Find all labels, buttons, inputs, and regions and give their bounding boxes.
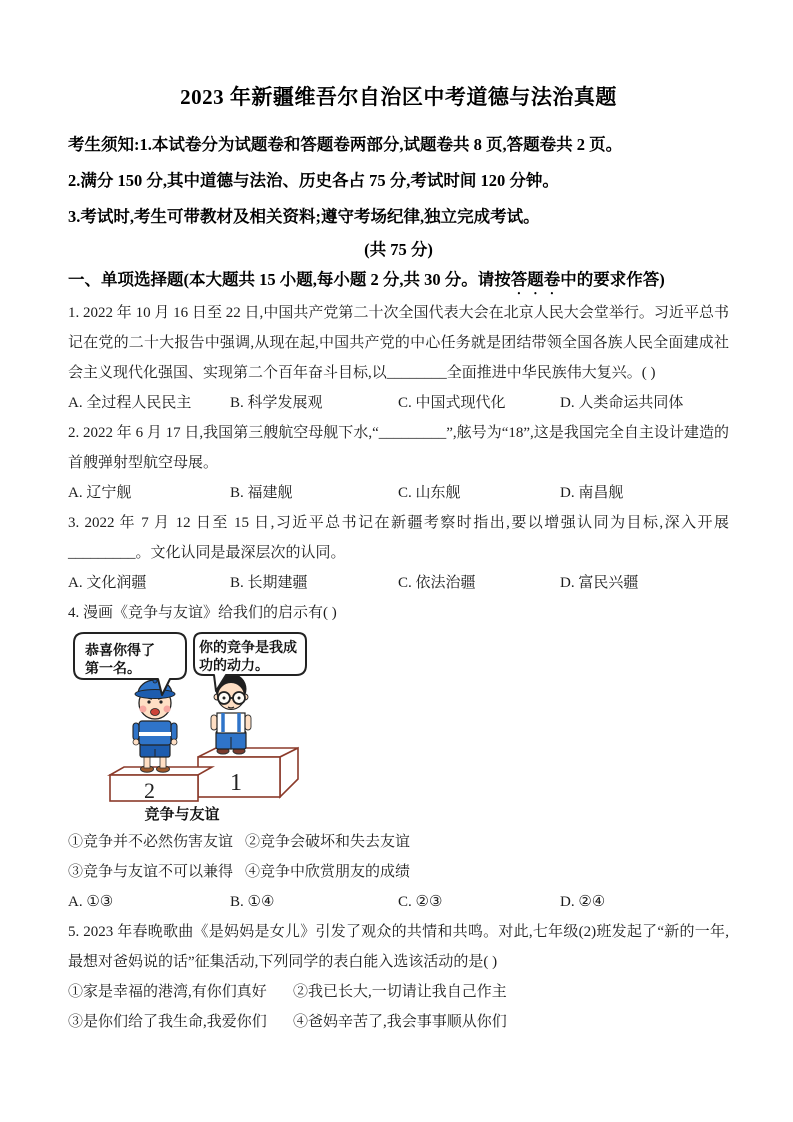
option-c: C. 中国式现代化 <box>398 395 506 411</box>
option-b: B. 长期建疆 <box>230 575 308 591</box>
competition-friendship-comic-illustration <box>72 631 310 825</box>
option-a: A. 全过程人民民主 <box>68 395 192 411</box>
statement-3: ③竞争与友谊不可以兼得 <box>68 864 234 880</box>
statement-2: ②我已长大,一切请让我自己作主 <box>293 984 507 1000</box>
option-d: D. 人类命运共同体 <box>560 395 684 411</box>
section-heading-before: 一、单项选择题(本大题共 15 小题,每小题 2 分,共 30 分。请按 <box>68 270 511 289</box>
question-1-options <box>68 388 729 418</box>
bubble-left-line-2: 第一名。 <box>85 660 141 676</box>
notice-line-3: 3.考试时,考生可带教材及相关资料;遵守考场纪律,独立完成考试。 <box>68 207 540 226</box>
question-4-options <box>68 887 729 917</box>
statement-2: ②竞争会破坏和失去友谊 <box>245 834 411 850</box>
statement-4: ④竞争中欣赏朋友的成绩 <box>245 864 411 880</box>
bubble-right-line-2: 功的动力。 <box>199 657 269 673</box>
question-2-stem: 2. 2022 年 6 月 17 日,我国第三艘航空母舰下水,“_________”,舷号为“18”,这是我国完全自主设计建造的首艘弹射型航空母展。 <box>68 425 729 471</box>
question-4-stem: 4. 漫画《竞争与友谊》给我们的启示有( ) <box>68 605 337 621</box>
page-title: 2023 年新疆维吾尔自治区中考道德与法治真题 <box>180 85 617 109</box>
notice-line-1: 考生须知:1.本试卷分为试题卷和答题卷两部分,试题卷共 8 页,答题卷共 2 页。 <box>68 135 623 154</box>
question-5-statements <box>68 977 729 1037</box>
total-score-line: (共 75 分) <box>364 240 433 259</box>
statement-1: ①家是幸福的港湾,有你们真好 <box>68 984 267 1000</box>
statement-3: ③是你们给了我生命,我爱你们 <box>68 1014 267 1030</box>
option-c: C. 依法治疆 <box>398 575 476 591</box>
option-b: B. 科学发展观 <box>230 395 323 411</box>
option-b: B. ①④ <box>230 894 275 910</box>
statement-4: ④爸妈辛苦了,我会事事顺从你们 <box>293 1014 507 1030</box>
question-4-statements <box>68 827 729 887</box>
question-3-options <box>68 568 729 598</box>
question-5-stem: 5. 2023 年春晚歌曲《是妈妈是女儿》引发了观众的共情和共鸣。对此,七年级(2)班发起了“新的一年,最想对爸妈说的话”征集活动,下列同学的表白能入选该活动的是( ) <box>68 924 729 970</box>
question-2-options <box>68 478 729 508</box>
rank-2-label: 2 <box>144 778 155 803</box>
section-heading-emphasized: 答题卷 <box>510 270 561 289</box>
option-b: B. 福建舰 <box>230 485 293 501</box>
statement-1: ①竞争并不必然伤害友谊 <box>68 834 234 850</box>
question-3-stem: 3. 2022 年 7 月 12 日至 15 日,习近平总书记在新疆考察时指出,要以增强认同为目标,深入开展_________。文化认同是最深层次的认同。 <box>68 515 729 561</box>
option-c: C. ②③ <box>398 894 443 910</box>
section-1-heading <box>68 265 729 298</box>
comic-caption: 竞争与友谊 <box>144 806 220 823</box>
option-a: A. 辽宁舰 <box>68 485 132 501</box>
boy-with-cap <box>133 679 177 772</box>
question-1-stem: 1. 2022 年 10 月 16 日至 22 日,中国共产党第二十次全国代表大会在北京人民大会堂举行。习近平总书记在党的二十大报告中强调,从现在起,中国共产党的中心任务就是团结带领全国各族人民全面建成社会主义现代化强国、实现第二个百年奋斗目标,以________全面推进中华民族伟大复兴。( ) <box>68 305 729 381</box>
option-a: A. ①③ <box>68 894 114 910</box>
bubble-left-line-1: 恭喜你得了 <box>85 642 155 658</box>
podium-first-place <box>198 748 298 797</box>
rank-1-label: 1 <box>230 770 242 796</box>
candidate-notice <box>68 127 729 235</box>
speech-bubble-right <box>194 633 306 691</box>
bubble-right-line-1: 你的竞争是我成 <box>199 639 297 655</box>
option-d: D. ②④ <box>560 894 606 910</box>
option-d: D. 南昌舰 <box>560 485 624 501</box>
option-d: D. 富民兴疆 <box>560 575 639 591</box>
option-c: C. 山东舰 <box>398 485 461 501</box>
option-a: A. 文化润疆 <box>68 575 147 591</box>
notice-line-2: 2.满分 150 分,其中道德与法治、历史各占 75 分,考试时间 120 分钟。 <box>68 171 559 190</box>
section-heading-after: 中的要求作答) <box>560 270 665 289</box>
comic-competition-friendship <box>72 631 310 825</box>
